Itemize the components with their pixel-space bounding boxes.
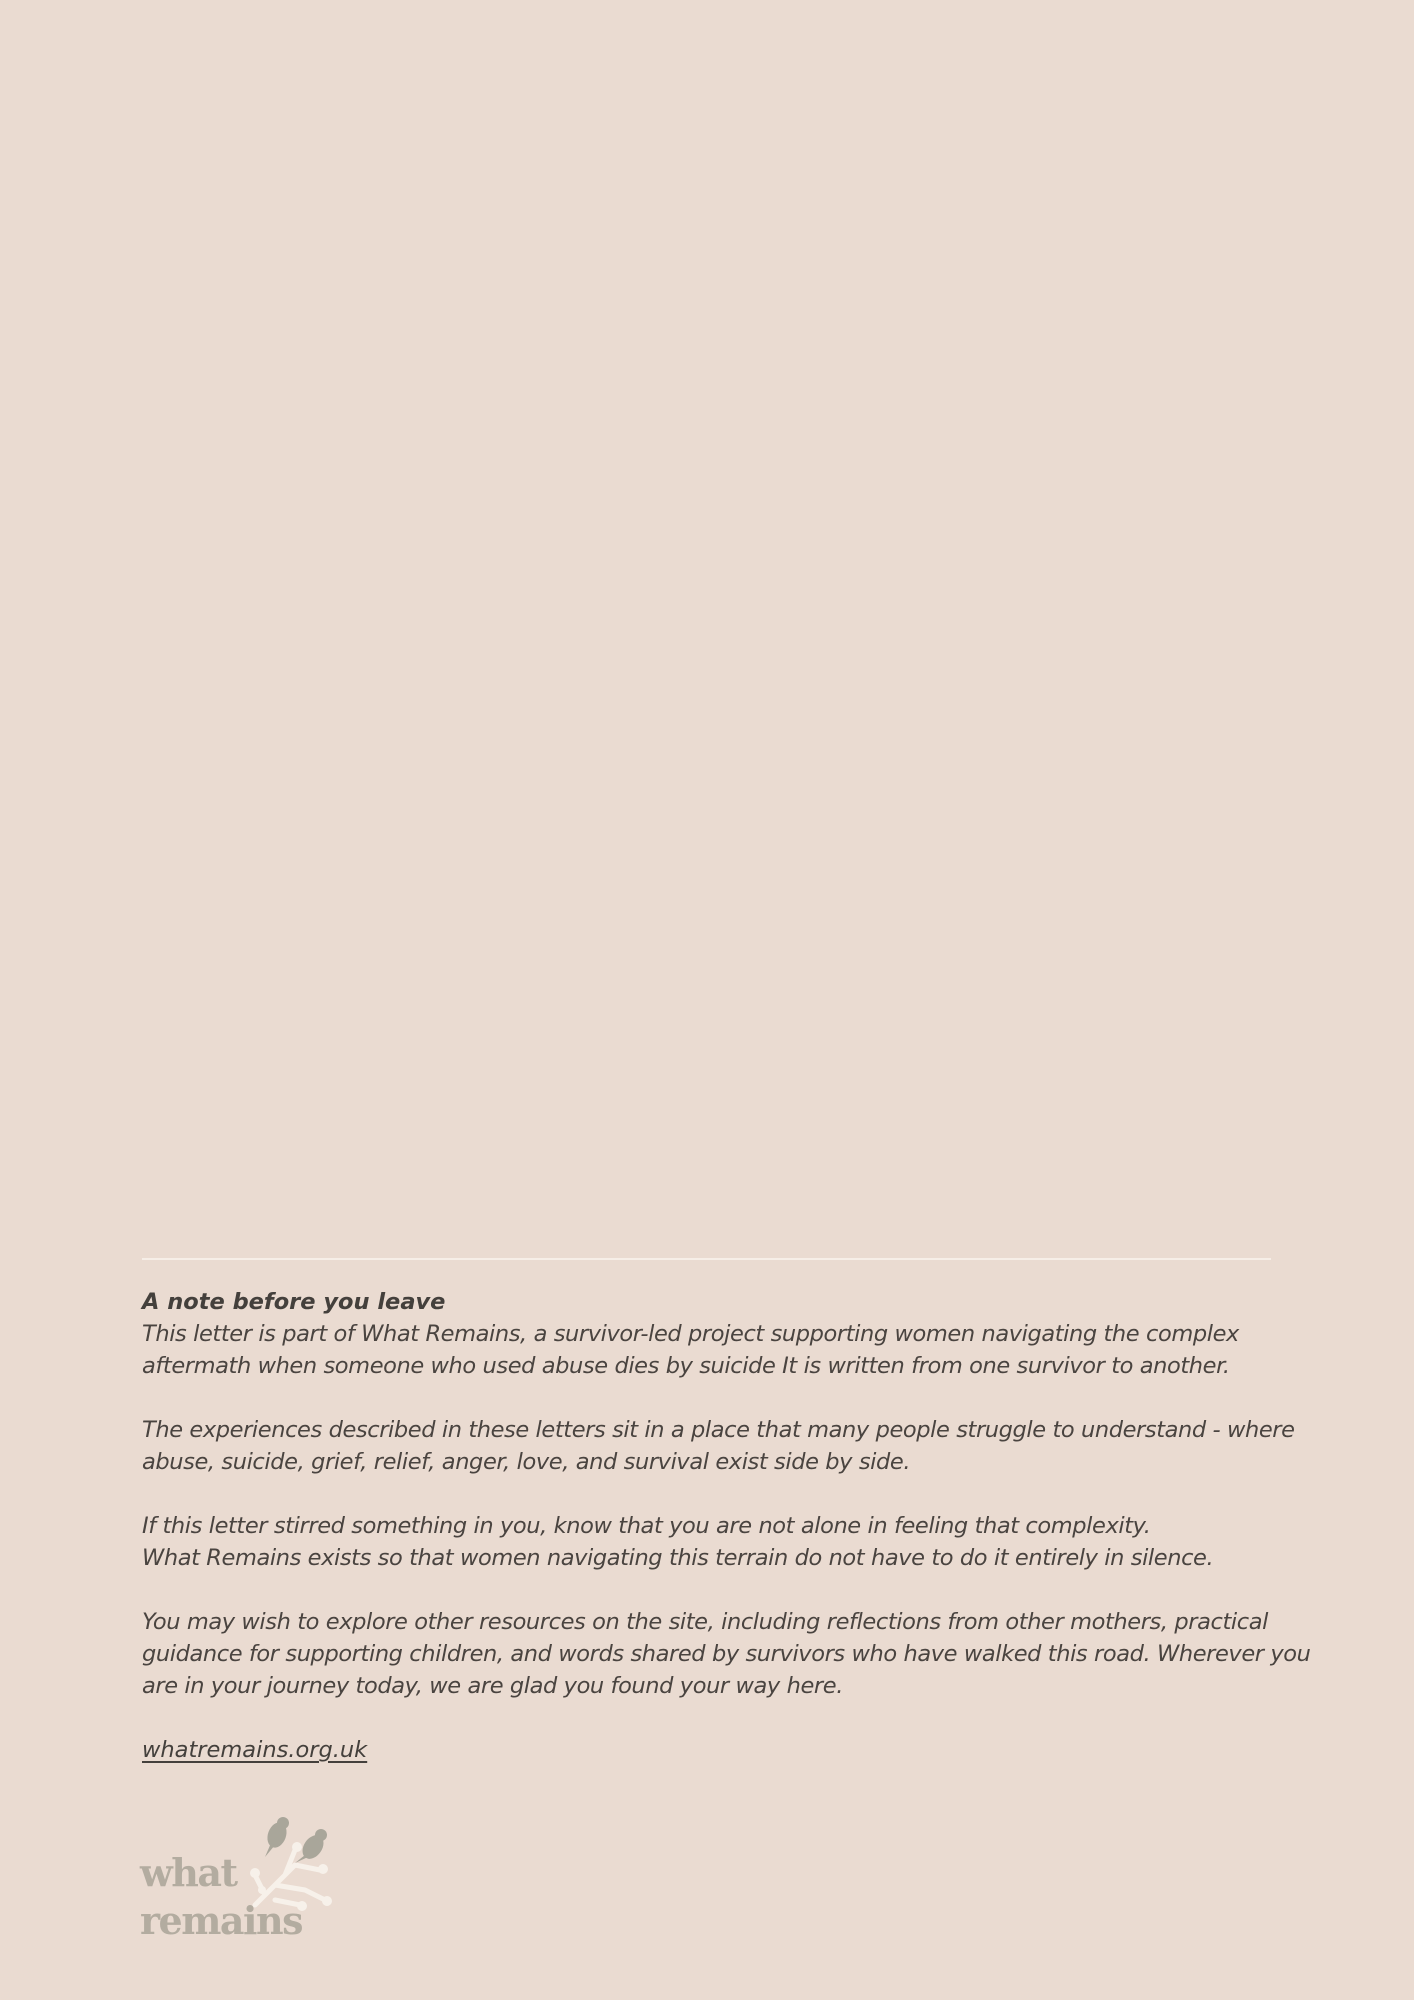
text-line: What Remains exists so that women navigating this terrain do not have to do it entirely in silence. [142,1545,1214,1571]
paragraph-3 [142,1510,1302,1574]
text-line: You may wish to explore other resources on the site, including reflections from other mothers, practical [142,1609,1268,1635]
text-line: The experiences described in these letters sit in a place that many people struggle to understand - where [142,1417,1295,1443]
divider [142,1258,1271,1260]
paragraph-2 [142,1414,1302,1478]
closing-note [142,1286,1311,1766]
website-link[interactable]: whatremains.org.uk [142,1737,368,1763]
text-line: abuse, suicide, grief, relief, anger, love, and survival exist side by side. [142,1449,911,1475]
paragraph-4 [142,1606,1311,1702]
text-line: This letter is part of What Remains, a survivor-led project supporting women navigating the complex [142,1321,1239,1347]
logo-word-what: what [140,1850,237,1895]
paragraph-1 [142,1318,1302,1382]
what-remains-logo [140,1810,370,1945]
text-line: are in your journey today, we are glad you found your way here. [142,1673,843,1699]
note-heading: A note before you leave [142,1289,446,1315]
logo-word-remains: remains [140,1898,302,1943]
text-line: If this letter stirred something in you, know that you are not alone in feeling that complexity. [142,1513,1151,1539]
text-line: aftermath when someone who used abuse dies by suicide It is written from one survivor to another. [142,1353,1230,1379]
text-line: guidance for supporting children, and words shared by survivors who have walked this road. Wherever you [142,1641,1311,1667]
